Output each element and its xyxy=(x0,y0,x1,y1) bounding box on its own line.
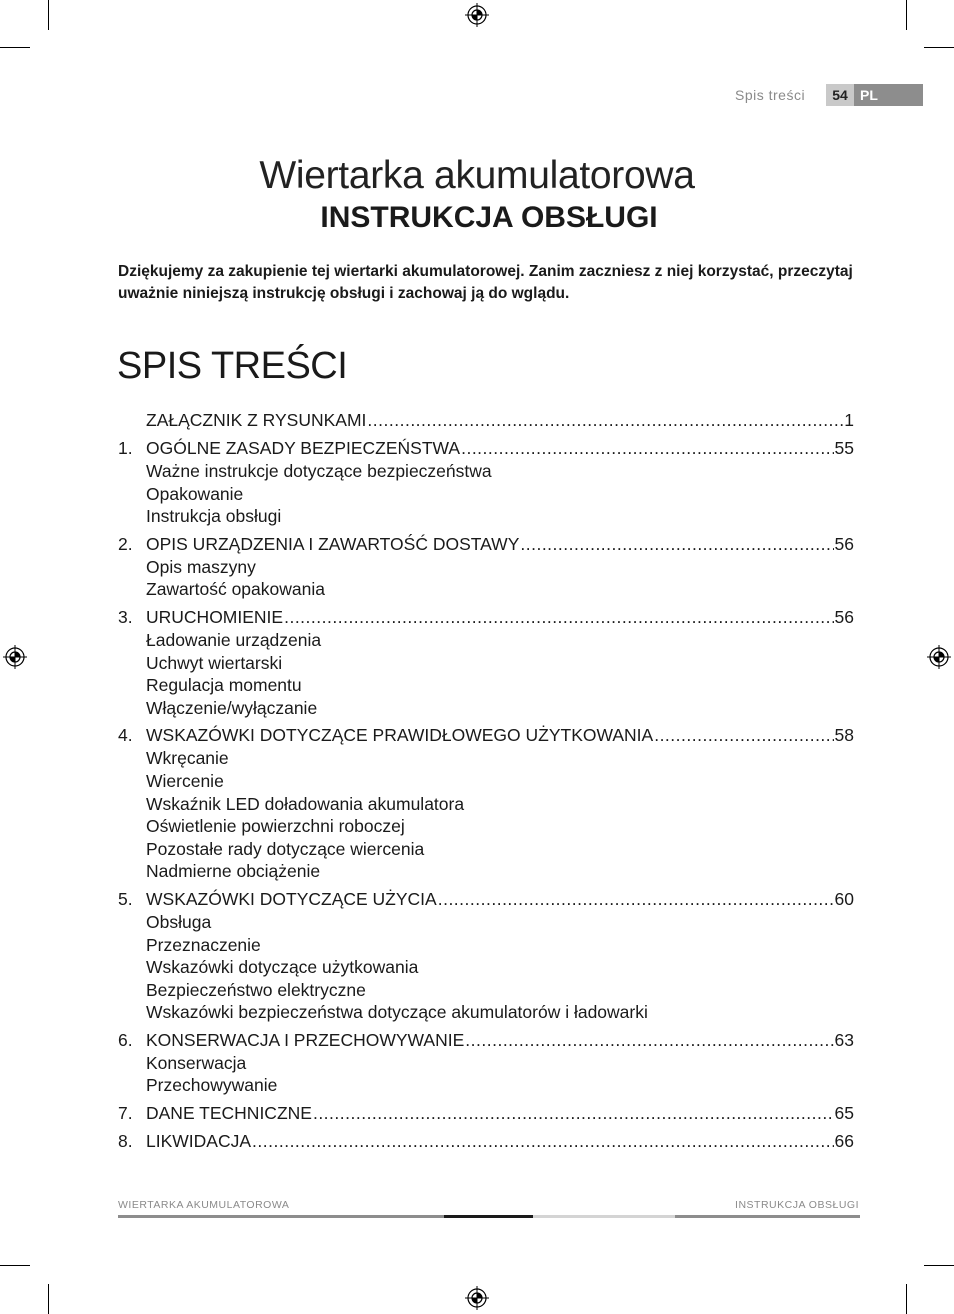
crop-mark xyxy=(48,1284,49,1314)
toc-page-number: 65 xyxy=(834,1103,854,1124)
toc-page-number: 55 xyxy=(834,438,854,458)
toc-dot-leader xyxy=(438,888,834,911)
page-subtitle: INSTRUKCJA OBSŁUGI xyxy=(320,201,658,234)
toc-entry xyxy=(118,606,854,719)
toc-chapter-line xyxy=(118,606,854,629)
intro-paragraph: Dziękujemy za zakupienie tej wiertarki akumulatorowej. Zanim zaczniesz z niej korzystać, przeczytaj uważnie niniejszą instrukcję obsługi i zachowaj ją do wglądu. xyxy=(118,263,853,302)
toc-chapter-line xyxy=(118,409,854,432)
toc-page-number: 1 xyxy=(844,410,854,430)
toc-subsection: Nadmierne obciążenie xyxy=(146,861,321,882)
toc-subsection: Wiercenie xyxy=(146,770,224,791)
toc-entry xyxy=(118,888,854,1024)
toc-subsection: Przeznaczenie xyxy=(146,934,261,955)
toc-entry xyxy=(118,724,854,883)
toc-subsection: Regulacja momentu xyxy=(146,675,302,696)
toc-subsection: Pozostałe rady dotyczące wiercenia xyxy=(146,838,425,859)
toc-heading: SPIS TREŚCI xyxy=(117,345,348,387)
footer-bar-segment xyxy=(444,1215,533,1218)
crop-mark xyxy=(0,47,30,48)
toc-subsection: Włączenie/wyłączanie xyxy=(146,697,318,718)
toc-subsection: Zawartość opakowania xyxy=(146,579,325,600)
toc-chapter-title: WSKAZÓWKI DOTYCZĄCE PRAWIDŁOWEGO UŻYTKOWANIA xyxy=(146,725,654,746)
toc-dot-leader xyxy=(252,1130,834,1153)
table-of-contents xyxy=(118,409,854,1158)
registration-mark-icon xyxy=(927,645,951,669)
crop-mark xyxy=(0,1265,30,1266)
toc-entry xyxy=(118,1102,854,1125)
toc-chapter-number: 1. xyxy=(118,438,133,458)
header-language-tab: PL xyxy=(854,84,923,106)
toc-subsection: Opis maszyny xyxy=(146,556,256,577)
toc-entry xyxy=(118,437,854,528)
registration-mark-icon xyxy=(465,1286,489,1310)
header-section-label: Spis treści xyxy=(735,87,806,103)
toc-chapter-number: 4. xyxy=(118,725,133,746)
toc-subsection: Ważne instrukcje dotyczące bezpieczeństwa xyxy=(146,461,492,481)
toc-chapter-title: OPIS URZĄDZENIA I ZAWARTOŚĆ DOSTAWY xyxy=(146,533,520,554)
toc-dot-leader xyxy=(313,1102,834,1125)
toc-chapter-line xyxy=(118,1029,854,1052)
toc-dot-leader xyxy=(461,437,833,460)
toc-subsection: Opakowanie xyxy=(146,483,244,504)
crop-mark xyxy=(906,0,907,30)
toc-dot-leader xyxy=(367,409,843,432)
toc-page-number: 56 xyxy=(834,533,854,554)
toc-chapter-number: 7. xyxy=(118,1103,133,1124)
crop-mark xyxy=(924,1265,954,1266)
registration-mark-icon xyxy=(465,3,489,27)
crop-mark xyxy=(906,1284,907,1314)
toc-chapter-line xyxy=(118,888,854,911)
toc-chapter-line xyxy=(118,1130,854,1153)
toc-subsection: Ładowanie urządzenia xyxy=(146,629,322,650)
toc-chapter-number: 2. xyxy=(118,533,133,554)
toc-chapter-line xyxy=(118,437,854,460)
toc-chapter-title: DANE TECHNICZNE xyxy=(146,1103,312,1124)
footer-bar-segment xyxy=(533,1215,675,1218)
crop-mark xyxy=(924,47,954,48)
toc-page-number: 60 xyxy=(834,888,854,909)
toc-entry xyxy=(118,1029,854,1097)
toc-chapter-line xyxy=(118,533,854,556)
toc-subsection: Przechowywanie xyxy=(146,1075,278,1096)
toc-dot-leader xyxy=(284,606,833,629)
toc-chapter-number: 8. xyxy=(118,1131,133,1152)
toc-chapter-line xyxy=(118,1102,854,1125)
toc-chapter-title: URUCHOMIENIE xyxy=(146,606,284,627)
toc-subsection: Oświetlenie powierzchni roboczej xyxy=(146,816,405,837)
toc-page-number: 63 xyxy=(834,1029,854,1050)
header-page-number: 54 xyxy=(826,84,854,106)
toc-entry xyxy=(118,533,854,601)
toc-page-number: 66 xyxy=(834,1131,854,1152)
toc-chapter-title: OGÓLNE ZASADY BEZPIECZEŃSTWA xyxy=(146,438,461,458)
toc-subsection: Wskazówki dotyczące użytkowania xyxy=(146,957,419,978)
toc-entry xyxy=(118,409,854,432)
footer-document-name: INSTRUKCJA OBSŁUGI xyxy=(735,1199,859,1211)
footer-bar-segment xyxy=(675,1215,860,1218)
toc-subsection: Instrukcja obsługi xyxy=(146,506,282,527)
toc-chapter-title: KONSERWACJA I PRZECHOWYWANIE xyxy=(146,1029,465,1050)
toc-subsection: Obsługa xyxy=(146,911,212,932)
toc-subsection: Wskaźnik LED doładowania akumulatora xyxy=(146,793,465,814)
toc-subsection: Wskazówki bezpieczeństwa dotyczące akumulatorów i ładowarki xyxy=(146,1002,648,1023)
footer-bar-segment xyxy=(118,1215,444,1218)
toc-subsection: Wkręcanie xyxy=(146,748,229,769)
toc-chapter-title: WSKAZÓWKI DOTYCZĄCE UŻYCIA xyxy=(146,888,437,909)
page-title: Wiertarka akumulatorowa xyxy=(259,154,695,197)
toc-subsection: Bezpieczeństwo elektryczne xyxy=(146,979,366,1000)
toc-chapter-line xyxy=(118,724,854,747)
toc-subsection: Uchwyt wiertarski xyxy=(146,652,283,673)
toc-chapter-title: LIKWIDACJA xyxy=(146,1131,252,1152)
toc-dot-leader xyxy=(520,533,833,556)
toc-chapter-title: ZAŁĄCZNIK Z RYSUNKAMI xyxy=(146,410,367,430)
toc-page-number: 58 xyxy=(834,725,854,746)
toc-dot-leader xyxy=(654,724,833,747)
toc-chapter-number: 3. xyxy=(118,606,133,627)
crop-mark xyxy=(48,0,49,30)
toc-page-number: 56 xyxy=(834,606,854,627)
toc-chapter-number: 6. xyxy=(118,1029,133,1050)
toc-chapter-number: 5. xyxy=(118,888,133,909)
toc-entry xyxy=(118,1130,854,1153)
footer-product-name: WIERTARKA AKUMULATOROWA xyxy=(118,1199,290,1211)
toc-dot-leader xyxy=(465,1029,833,1052)
toc-subsection: Konserwacja xyxy=(146,1052,247,1073)
registration-mark-icon xyxy=(3,645,27,669)
